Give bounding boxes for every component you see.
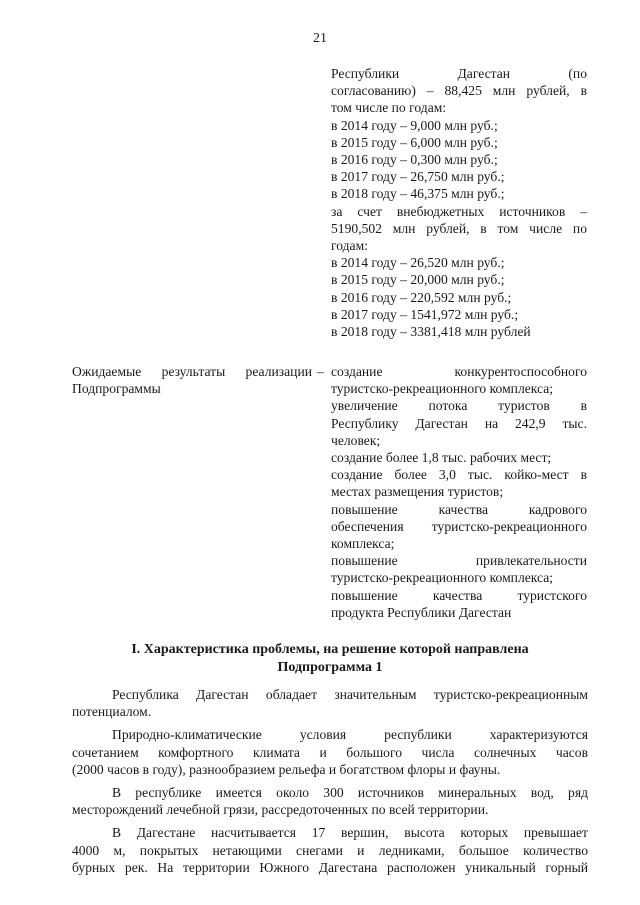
financing-line: в 2017 году – 26,750 млн руб.; <box>331 169 505 185</box>
financing-line: Республики Дагестан (по <box>331 66 587 81</box>
expected-result-line: создание конкурентоспособного <box>331 364 587 379</box>
financing-line: в 2014 году – 26,520 млн руб.; <box>331 255 505 271</box>
section-heading-line: I. Характеристика проблемы, на решение которой направлена <box>131 642 529 657</box>
financing-line: в 2015 году – 6,000 млн руб.; <box>331 134 498 150</box>
expected-result-line: туристско-рекреационного комплекса; <box>331 570 554 586</box>
expected-result-line: Республику Дагестан на 242,9 тыс. <box>331 415 587 431</box>
paragraph-line: потенциалом. <box>72 704 152 720</box>
expected-result-line: увеличение потока туристов в <box>331 398 587 414</box>
expected-result-line: повышение качества туристского <box>331 587 587 603</box>
financing-line: в 2018 году – 46,375 млн руб.; <box>331 186 505 202</box>
financing-line: в 2016 году – 0,300 млн руб.; <box>331 152 498 168</box>
expected-results-label <box>72 363 312 397</box>
expected-result-line: повышение привлекательности <box>331 553 587 569</box>
paragraph-line: В республике имеется около 300 источников минеральных вод, ряд <box>112 785 588 801</box>
paragraph <box>72 824 588 876</box>
expected-result-line: местах размещения туристов; <box>331 484 504 500</box>
section-heading-line: Подпрограмма 1 <box>277 660 383 675</box>
results-label-line: Подпрограммы <box>72 381 161 397</box>
paragraph <box>72 726 588 778</box>
financing-sources-block <box>331 65 587 340</box>
expected-results-block <box>331 363 587 621</box>
page-number: 21 <box>313 31 327 46</box>
paragraph <box>72 686 588 720</box>
financing-line: в 2015 году – 20,000 млн руб.; <box>331 272 505 288</box>
financing-line: в 2014 году – 9,000 млн руб.; <box>331 117 498 133</box>
expected-result-line: создание более 1,8 тыс. рабочих мест; <box>331 450 552 466</box>
section-heading <box>72 641 588 677</box>
paragraph-line: месторождений лечебной грязи, рассредоточенных по всей территории. <box>72 802 489 818</box>
financing-line: согласованию) – 88,425 млн рублей, в <box>331 83 587 99</box>
paragraph-line: 4000 м, покрытых нетающими снегами и ледниками, большое количество <box>72 842 588 858</box>
paragraph-line: (2000 часов в году), разнообразием рельефа и богатством флоры и фауны. <box>72 761 501 777</box>
expected-result-line: продукта Республики Дагестан <box>331 604 512 620</box>
financing-line: в 2017 году – 1541,972 млн руб.; <box>331 306 519 322</box>
paragraph-line: бурных рек. На территории Южного Дагестана расположен уникальный горный <box>72 859 588 875</box>
financing-line: том числе по годам: <box>331 100 447 116</box>
expected-result-line: повышение качества кадрового <box>331 501 587 517</box>
financing-line: в 2018 году – 3381,418 млн рублей <box>331 324 531 340</box>
section-body <box>72 686 588 876</box>
paragraph-line: Природно-климатические условия республики характеризуются <box>112 727 588 743</box>
financing-line: 5190,502 млн рублей, в том числе по <box>331 220 587 236</box>
paragraph <box>72 784 588 818</box>
table-dash: – <box>317 364 324 379</box>
expected-result-line: создание более 3,0 тыс. койко-мест в <box>331 467 587 483</box>
expected-result-line: туристско-рекреационного комплекса; <box>331 381 554 397</box>
financing-line: годам: <box>331 238 368 254</box>
results-label-line: Ожидаемые результаты реализации <box>72 364 312 379</box>
paragraph-line: Республика Дагестан обладает значительным туристско-рекреационным <box>112 687 588 702</box>
expected-result-line: комплекса; <box>331 536 395 552</box>
paragraph-line: В Дагестане насчитывается 17 вершин, высота которых превышает <box>112 825 588 841</box>
financing-line: в 2016 году – 220,592 млн руб.; <box>331 289 512 305</box>
expected-result-line: обеспечения туристско-рекреационного <box>331 518 587 534</box>
expected-result-line: человек; <box>331 432 381 448</box>
paragraph-line: сочетанием комфортного климата и большого числа солнечных часов <box>72 744 588 760</box>
financing-line: за счет внебюджетных источников – <box>331 203 587 219</box>
